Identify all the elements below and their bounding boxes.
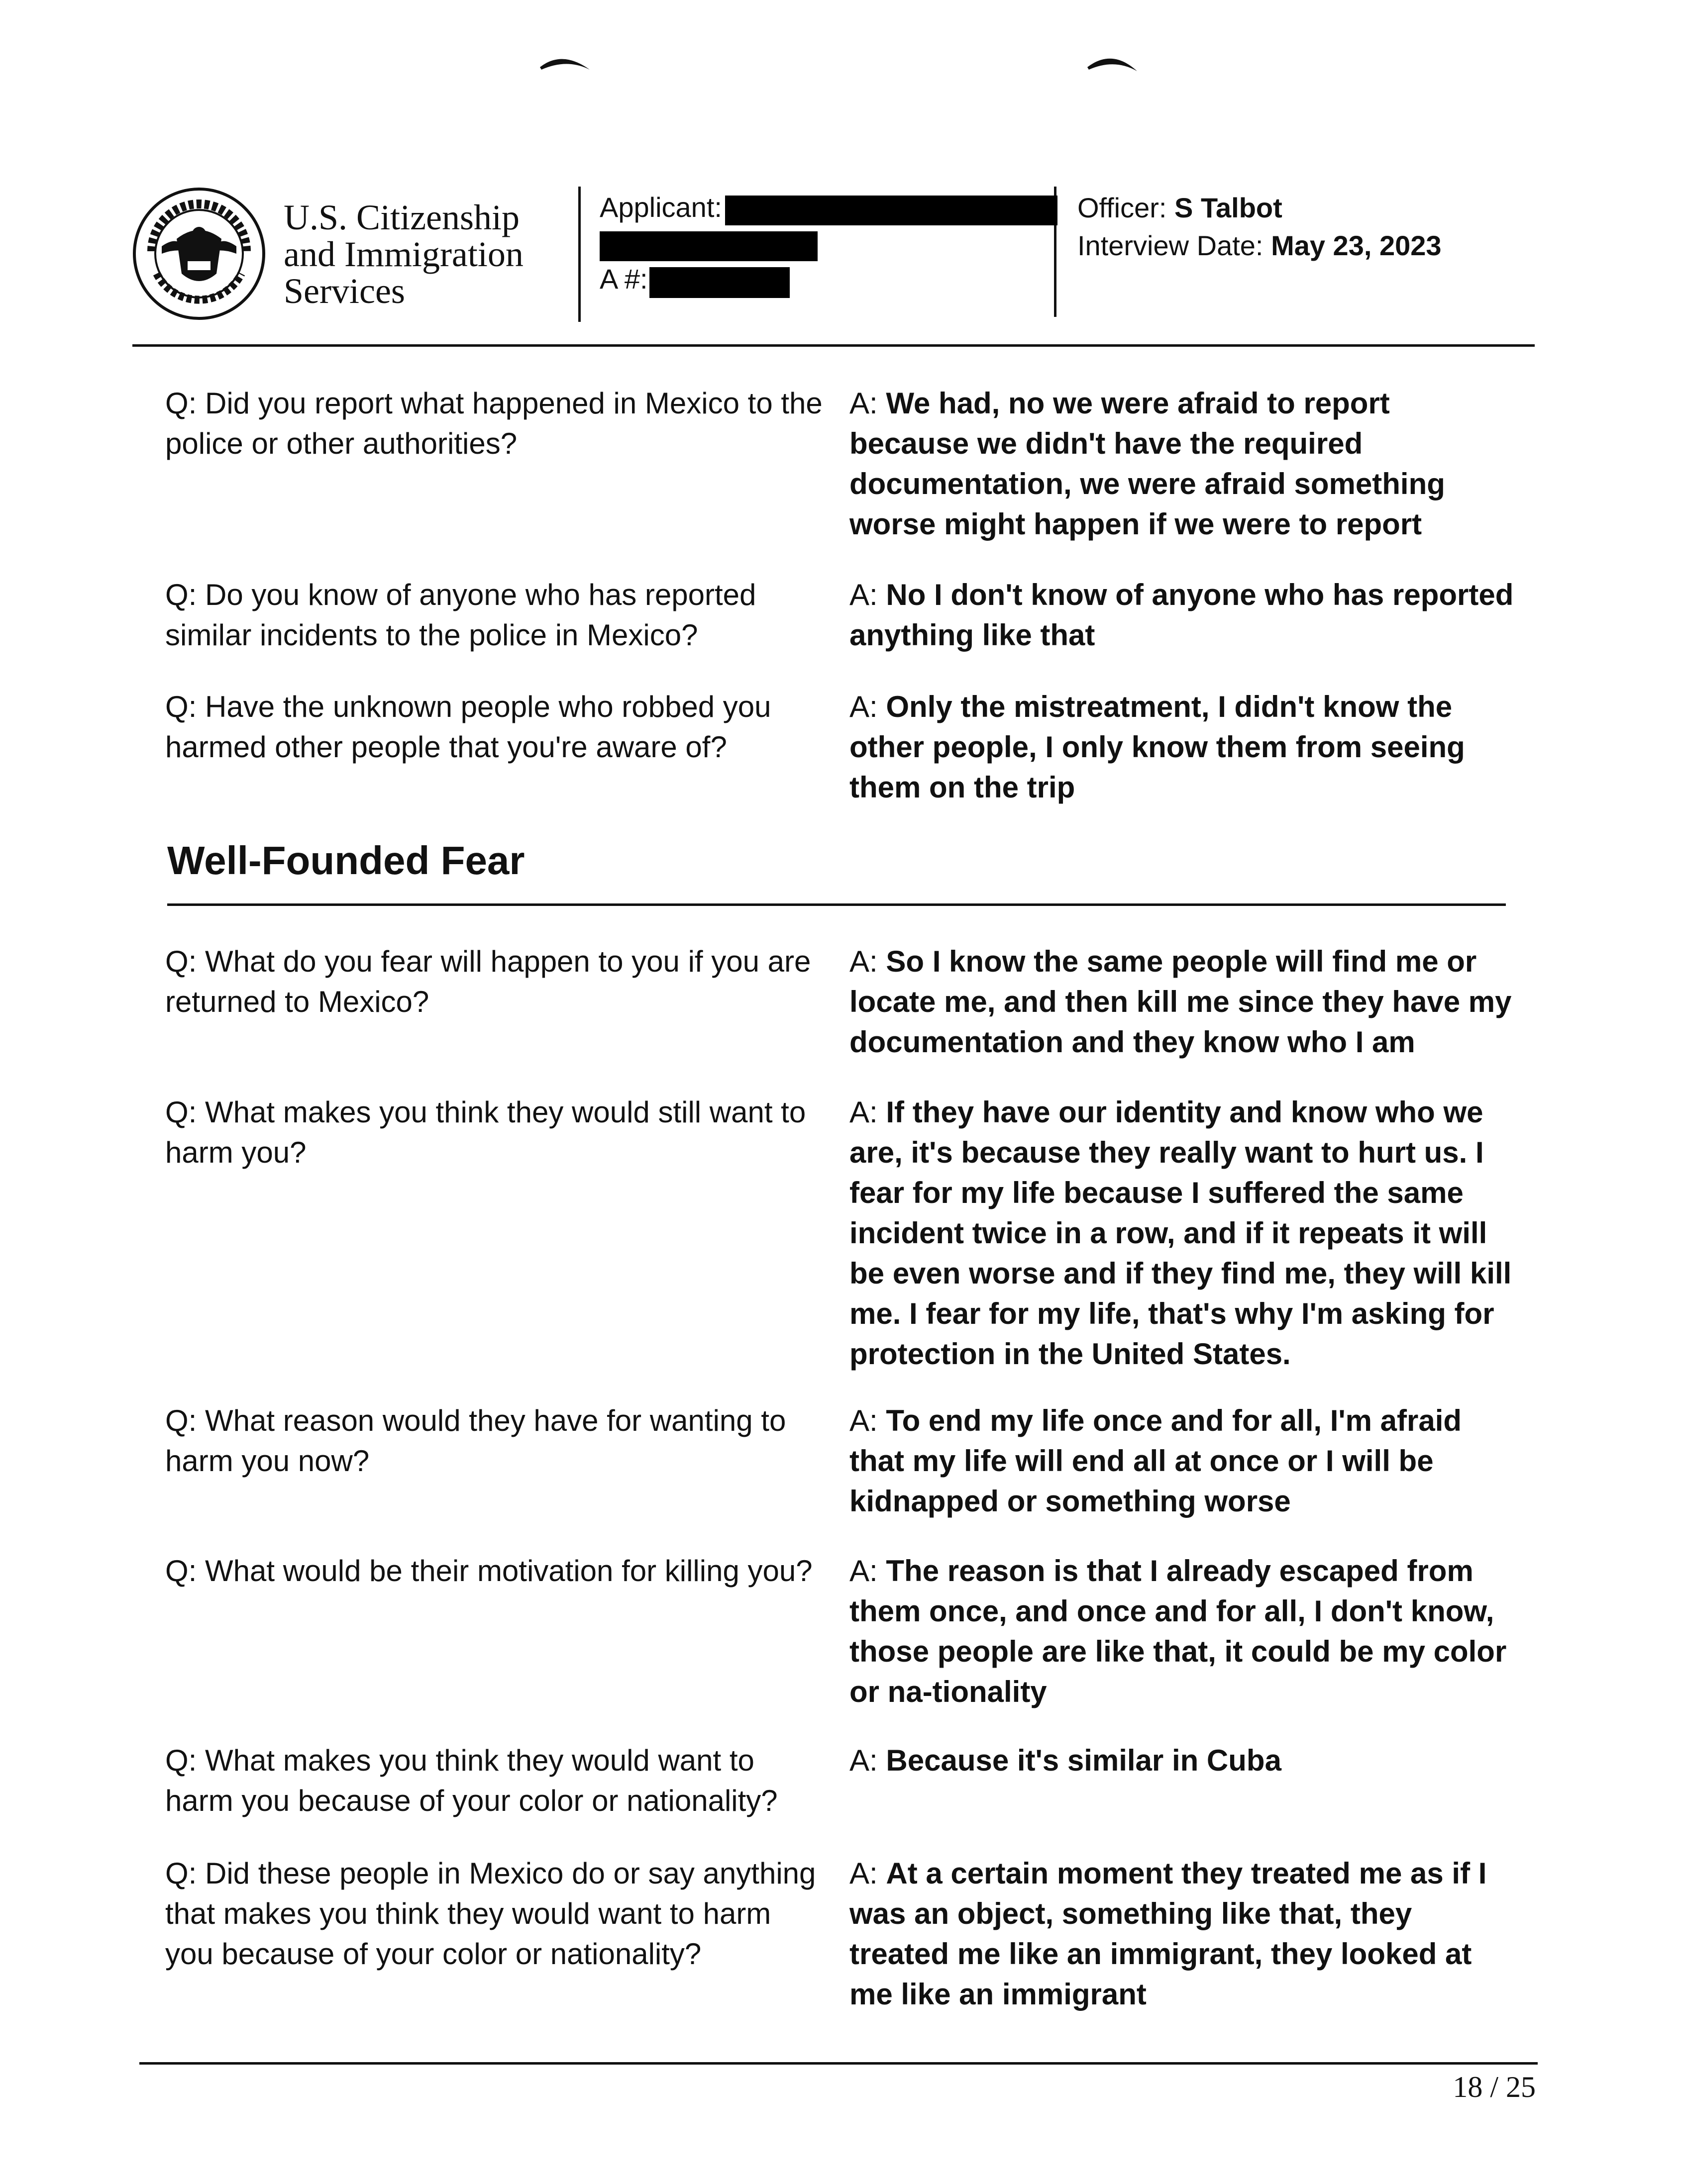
- answer: [849, 383, 1516, 544]
- answer-text: At a certain moment they treated me as if I was an object, something like that, they treated me like an immigrant, they looked at me like an immigrant: [849, 1857, 1487, 2011]
- answer: [849, 1092, 1516, 1374]
- question: Q: Did these people in Mexico do or say anything that makes you think they would want to harm you because of your color or nationality?: [165, 1857, 816, 1971]
- answer: [849, 1853, 1516, 2014]
- interview-date-label: Interview Date:: [1077, 230, 1263, 261]
- dhs-seal: [132, 187, 266, 321]
- answer: [849, 687, 1516, 807]
- question: Q: What reason would they have for wanting to harm you now?: [165, 1404, 786, 1478]
- a-number-label: A #:: [600, 263, 648, 295]
- answer-prefix: A:: [849, 690, 878, 723]
- officer-block: [1077, 189, 1442, 265]
- question: Q: Did you report what happened in Mexico to the police or other authorities?: [165, 387, 823, 460]
- header-divider-1: [578, 187, 581, 322]
- header-rule: [132, 344, 1535, 347]
- a-number-redaction: [649, 267, 790, 298]
- applicant-label: Applicant:: [600, 192, 722, 223]
- page-number: 18 / 25: [1453, 2071, 1536, 2103]
- question: Q: What makes you think they would still want to harm you?: [165, 1095, 806, 1169]
- section-rule: [167, 903, 1506, 906]
- answer: [849, 1740, 1516, 1781]
- answer-text: If they have our identity and know who we are, it's because they really want to hurt us. I fear for my life because I suffered the same incident twice in a row, and if it repeats it will be even worse and if they find me, they will kill me. I fear for my life, that's why I'm asking for protection in the United States.: [849, 1095, 1512, 1371]
- answer-prefix: A:: [849, 578, 878, 611]
- answer: [849, 1400, 1516, 1521]
- agency-line-3: Services: [284, 271, 405, 311]
- interview-date: May 23, 2023: [1271, 230, 1442, 261]
- answer-prefix: A:: [849, 1095, 878, 1129]
- officer-name: S Talbot: [1174, 192, 1282, 223]
- answer-text: So I know the same people will find me or locate me, and then kill me since they have my documentation and they know who I am: [849, 945, 1512, 1059]
- section-title: Well-Founded Fear: [167, 838, 525, 883]
- answer-text: Only the mistreatment, I didn't know the other people, I only know them from seeing them on the trip: [849, 690, 1465, 804]
- agency-name: [284, 199, 524, 309]
- answer: [849, 575, 1516, 655]
- answer-text: Because it's similar in Cuba: [886, 1744, 1281, 1777]
- scan-mark-left: [537, 47, 592, 77]
- answer-prefix: A:: [849, 387, 878, 420]
- question: Q: Do you know of anyone who has reported similar incidents to the police in Mexico?: [165, 578, 756, 652]
- answer: [849, 941, 1516, 1062]
- answer-prefix: A:: [849, 1744, 878, 1777]
- officer-label: Officer:: [1077, 192, 1167, 223]
- footer-rule: [139, 2062, 1538, 2065]
- answer-text: The reason is that I already escaped from them once, and once and for all, I don't know, those people are like that, it could be my color or na-tionality: [849, 1554, 1507, 1708]
- answer-text: No I don't know of anyone who has reported anything like that: [849, 578, 1514, 652]
- answer-prefix: A:: [849, 1857, 878, 1890]
- scan-mark-right: [1085, 47, 1140, 77]
- question: Q: What makes you think they would want to harm you because of your color or nationality?: [165, 1744, 778, 1817]
- answer-text: To end my life once and for all, I'm afraid that my life will end all at once or I will be kidnapped or something worse: [849, 1404, 1462, 1518]
- answer-text: We had, no we were afraid to report because we didn't have the required documentation, we were afraid something worse might happen if we were to report: [849, 387, 1445, 541]
- answer-prefix: A:: [849, 1404, 878, 1437]
- agency-line-1: U.S. Citizenship: [284, 198, 520, 237]
- agency-line-2: and Immigration: [284, 234, 524, 274]
- answer: [849, 1551, 1516, 1712]
- question: Q: What would be their motivation for killing you?: [165, 1554, 813, 1588]
- applicant-block: [600, 192, 722, 299]
- answer-prefix: A:: [849, 1554, 878, 1588]
- question: Q: Have the unknown people who robbed you harmed other people that you're aware of?: [165, 690, 771, 764]
- applicant-line2-redaction: [600, 231, 818, 261]
- answer-prefix: A:: [849, 945, 878, 978]
- applicant-name-redaction: [725, 196, 1057, 225]
- question: Q: What do you fear will happen to you if you are returned to Mexico?: [165, 945, 811, 1018]
